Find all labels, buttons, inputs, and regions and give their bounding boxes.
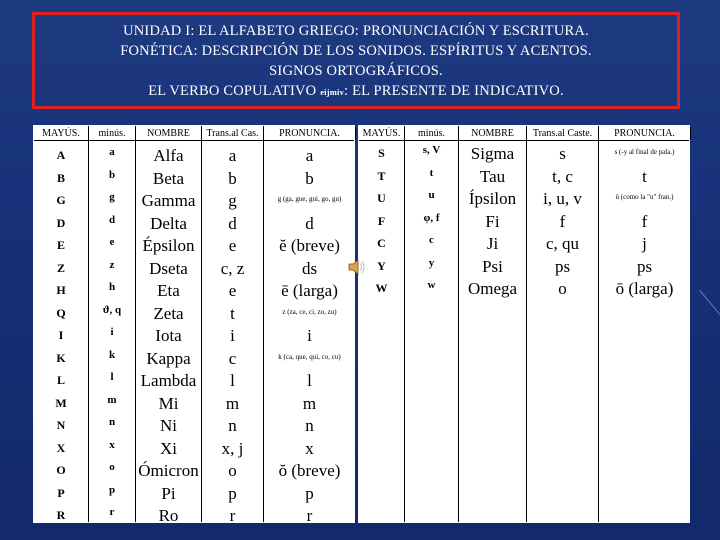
cell-min: i — [110, 326, 114, 338]
cell-pron: t — [642, 166, 647, 186]
title-line-4-pre: EL VERBO COPULATIVO — [148, 83, 321, 99]
cell-pron: ps — [636, 256, 653, 276]
cell-min: φ, f — [423, 211, 440, 224]
cell-min: p — [108, 483, 116, 496]
cell-maj: H — [56, 283, 66, 297]
column-header-pron: PRONUNCIA. — [599, 127, 691, 140]
cell-maj: O — [56, 463, 66, 477]
cell-trans: n — [228, 416, 237, 435]
cell-min: z — [109, 258, 115, 271]
cell-trans: a — [228, 146, 237, 165]
cell-min: b — [108, 168, 116, 181]
cell-name: Omega — [467, 279, 518, 298]
cell-trans: i, u, v — [543, 189, 582, 208]
cell-min: s, V — [422, 144, 441, 156]
cell-maj: B — [56, 170, 65, 185]
cell-name: Mi — [158, 393, 179, 413]
column-header-min: minús. — [405, 127, 459, 140]
cell-trans: e — [228, 236, 237, 255]
cell-maj: M — [55, 395, 67, 410]
column-header-trans: Trans.al Cas. — [202, 127, 264, 140]
cell-trans: o — [558, 279, 567, 298]
cell-maj: R — [56, 508, 66, 522]
cell-name: Lambda — [140, 371, 197, 390]
cell-maj: X — [56, 440, 66, 455]
cell-min: x — [109, 438, 115, 451]
title-line-2: FONÉTICA: DESCRIPCIÓN DE LOS SONIDOS. ESPÍRITUS Y ACENTOS. — [120, 43, 592, 59]
cell-trans: s — [559, 144, 566, 163]
cell-trans: g — [228, 191, 237, 210]
cell-maj: G — [56, 193, 66, 207]
column-header-maj: MAYÚS. — [34, 127, 89, 140]
cell-min: g — [109, 191, 115, 203]
cell-name: Fi — [485, 211, 500, 231]
header-divider — [34, 140, 354, 141]
cell-maj: C — [377, 236, 386, 250]
cell-trans: x, j — [221, 438, 244, 458]
cell-trans: ps — [554, 256, 571, 276]
cell-trans: p — [228, 483, 237, 503]
cell-name: Beta — [152, 168, 185, 188]
title-line-4 — [35, 81, 677, 102]
title-line-3: SIGNOS ORTOGRÁFICOS. — [269, 63, 443, 79]
cell-trans: t — [230, 303, 235, 323]
cell-pron: a — [305, 146, 314, 165]
cell-trans: r — [229, 506, 236, 525]
cell-min: o — [109, 461, 115, 473]
column-header-name: NOMBRE — [459, 127, 527, 140]
cell-name: Delta — [150, 213, 187, 233]
cell-name: Ji — [486, 234, 499, 253]
cell-pron: d — [305, 213, 314, 233]
cell-min: l — [110, 371, 114, 383]
cell-name: Ni — [160, 416, 177, 435]
cell-name: Tau — [479, 166, 506, 186]
cell-name: Ípsilon — [468, 189, 517, 208]
cell-min: h — [108, 281, 116, 293]
cell-min: w — [427, 279, 436, 291]
alphabet-table-left — [33, 125, 355, 523]
cell-pron: m — [302, 393, 317, 413]
cell-maj: Z — [56, 260, 65, 275]
cell-trans: c — [228, 348, 237, 368]
cell-maj: A — [56, 148, 66, 162]
column-divider — [404, 126, 405, 522]
cell-name: Dseta — [149, 258, 188, 278]
cell-name: Alfa — [153, 146, 184, 165]
cell-name: Zeta — [153, 303, 184, 323]
cell-min: e — [109, 236, 115, 248]
cell-pron: r — [306, 506, 313, 525]
cell-min: m — [107, 393, 117, 406]
column-header-maj: MAYÚS. — [359, 127, 405, 140]
cell-pron: n — [305, 416, 314, 435]
cell-maj: Y — [377, 258, 386, 273]
speaker-icon[interactable] — [347, 258, 367, 276]
column-header-trans: Trans.al Caste. — [527, 127, 599, 140]
cell-name: Iota — [155, 326, 182, 345]
cell-maj: W — [375, 281, 388, 295]
column-header-pron: PRONUNCIA. — [264, 127, 356, 140]
cell-trans: e — [228, 281, 237, 300]
cell-name: Psi — [482, 256, 503, 276]
cell-min: ϑ, q — [102, 303, 122, 316]
cell-trans: d — [228, 213, 237, 233]
cell-name: Eta — [157, 281, 180, 300]
cell-name: Pi — [161, 483, 176, 503]
cell-min: k — [108, 348, 116, 361]
title-line-4-post: : EL PRESENTE DE INDICATIVO. — [344, 83, 564, 99]
cell-min: d — [108, 213, 116, 226]
cell-trans: t, c — [552, 166, 573, 186]
cell-pron: g (ga, gue, gui, go, gu) — [277, 195, 342, 203]
cell-pron: i — [307, 326, 312, 345]
cell-trans: m — [225, 393, 240, 413]
cell-pron: ŏ (breve) — [278, 461, 341, 480]
cell-name: Gamma — [141, 191, 196, 210]
cell-maj: E — [56, 238, 65, 252]
cell-min: a — [109, 146, 115, 158]
cell-maj: U — [377, 191, 386, 205]
cell-name: Kappa — [146, 348, 191, 368]
cell-maj: I — [58, 328, 64, 342]
cell-pron: k (ca, que, qui, co, cu) — [278, 352, 341, 361]
cell-trans: l — [230, 371, 235, 390]
cell-maj: T — [377, 168, 386, 183]
cell-maj: F — [377, 213, 386, 228]
cell-maj: S — [378, 146, 385, 160]
cell-pron: ds — [301, 258, 318, 278]
cell-maj: D — [56, 215, 66, 230]
cell-pron: l — [307, 371, 312, 390]
column-header-min: minús. — [89, 127, 136, 140]
cell-pron: ō (larga) — [615, 279, 674, 298]
cell-pron: ĕ (breve) — [279, 236, 340, 255]
cell-trans: c, z — [220, 258, 245, 278]
greek-verb-small: eijmiv — [320, 87, 345, 97]
cell-pron: b — [305, 168, 314, 188]
cell-name: Ómicron — [138, 461, 199, 480]
cell-maj: Q — [56, 305, 66, 320]
cell-maj: K — [56, 350, 66, 365]
cell-min: r — [109, 506, 115, 518]
cell-trans: b — [228, 168, 237, 188]
cell-pron: p — [305, 483, 314, 503]
column-header-name: NOMBRE — [136, 127, 202, 140]
cell-name: Xi — [160, 438, 177, 458]
cell-maj: L — [56, 373, 65, 387]
cell-min: t — [429, 166, 434, 179]
title-line-1: UNIDAD I: EL ALFABETO GRIEGO: PRONUNCIACIÓN Y ESCRITURA. — [123, 23, 589, 39]
cell-name: Ro — [158, 506, 179, 525]
cell-min: y — [428, 256, 435, 269]
cell-trans: c, qu — [545, 234, 580, 253]
alphabet-table-right — [358, 125, 690, 523]
cell-min: n — [108, 416, 116, 428]
cell-name: Sigma — [470, 144, 515, 163]
cell-maj: N — [56, 418, 66, 432]
cell-trans: f — [559, 211, 566, 231]
cell-pron: z (za, ce, ci, zo, zu) — [282, 307, 337, 316]
cell-pron: ē (larga) — [281, 281, 338, 300]
cell-min: u — [428, 189, 435, 201]
cell-pron: f — [641, 211, 648, 231]
cell-trans: i — [230, 326, 235, 345]
cell-name: Épsilon — [142, 236, 195, 255]
cell-trans: o — [228, 461, 237, 480]
title-box — [32, 12, 680, 109]
cell-min: c — [429, 234, 434, 246]
cell-maj: P — [57, 485, 65, 500]
cell-pron: j — [642, 234, 647, 253]
header-divider — [359, 140, 689, 141]
cell-pron: ü (como la "u" fran.) — [615, 193, 674, 201]
cell-pron: x — [305, 438, 314, 458]
cell-pron: s (-y al final de pala.) — [614, 148, 675, 156]
